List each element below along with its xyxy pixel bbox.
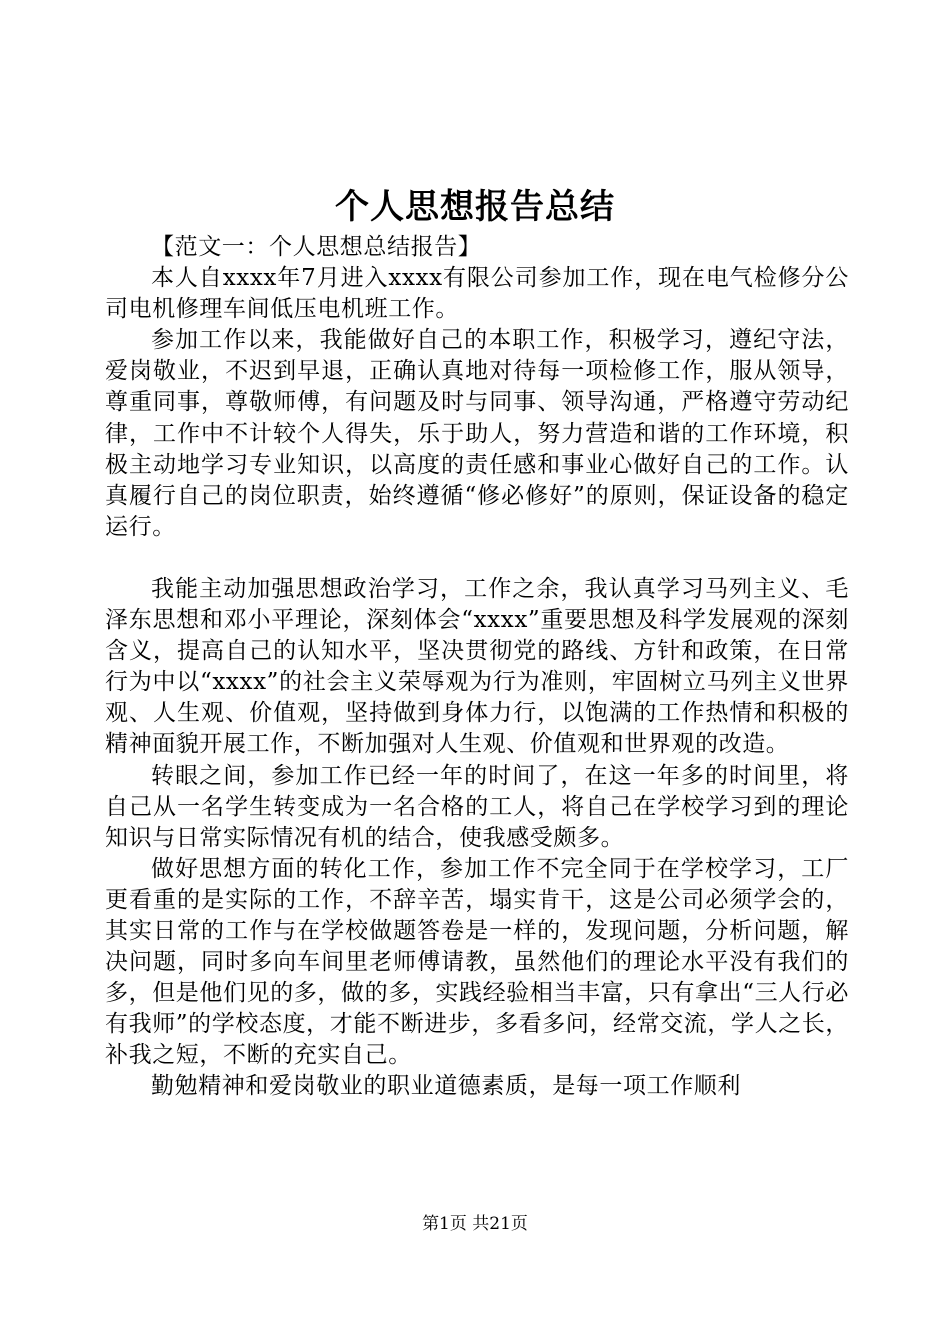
paragraph: 转眼之间，参加工作已经一年的时间了，在这一年多的时间里，将自己从一名学生转变成为一名合格的工人，将自己在学校学习到的理论知识与日常实际情况有机的结合，使我感受颇多。 (105, 762, 849, 851)
section-heading: 【范文一：个人思想总结报告】 (151, 234, 482, 260)
paragraph-spacer (105, 543, 849, 574)
page-footer: 第1页 共21页 (422, 1214, 528, 1234)
paragraph: 本人自xxxx年7月进入xxxx有限公司参加工作，现在电气检修分公司电机修理车间低压电机班工作。 (105, 265, 849, 323)
paragraph: 勤勉精神和爱岗敬业的职业道德素质，是每一项工作顺利 (151, 1073, 741, 1100)
paragraph: 做好思想方面的转化工作，参加工作不完全同于在学校学习，工厂更看重的是实际的工作，不辞辛苦，塌实肯干，这是公司必须学会的，其实日常的工作与在学校做题答卷是一样的，发现问题，分析问题，解决问题，同时多向车间里老师傅请教，虽然他们的理论水平没有我们的多，但是他们见的多，做的多，实践经验相当丰富，只有拿出“三人行必有我师”的学校态度，才能不断进步，多看多问，经常交流，学人之长，补我之短，不断的充实自己。 (105, 855, 849, 1069)
paragraph: 参加工作以来，我能做好自己的本职工作，积极学习，遵纪守法，爱岗敬业，不迟到早退，正确认真地对待每一项检修工作，服从领导，尊重同事，尊敬师傅，有问题及时与同事、领导沟通，严格遵守劳动纪律，工作中不计较个人得失，乐于助人，努力营造和谐的工作环境，积极主动地学习专业知识，以高度的责任感和事业心做好自己的工作。认真履行自己的岗位职责，始终遵循“修必修好”的原则，保证设备的稳定运行。 (105, 327, 849, 540)
paragraph: 我能主动加强思想政治学习，工作之余，我认真学习马列主义、毛泽东思想和邓小平理论，深刻体会“xxxx”重要思想及科学发展观的深刻含义，提高自己的认知水平，坚决贯彻党的路线、方针和政策，在日常行为中以“xxxx”的社会主义荣辱观为行为准则，牢固树立马列主义世界观、人生观、价值观，坚持做到身体力行，以饱满的工作热情和积极的精神面貌开展工作，不断加强对人生观、价值观和世界观的改造。 (105, 575, 849, 758)
document-body (105, 232, 849, 1103)
document-title: 个人思想报告总结 (335, 187, 615, 227)
